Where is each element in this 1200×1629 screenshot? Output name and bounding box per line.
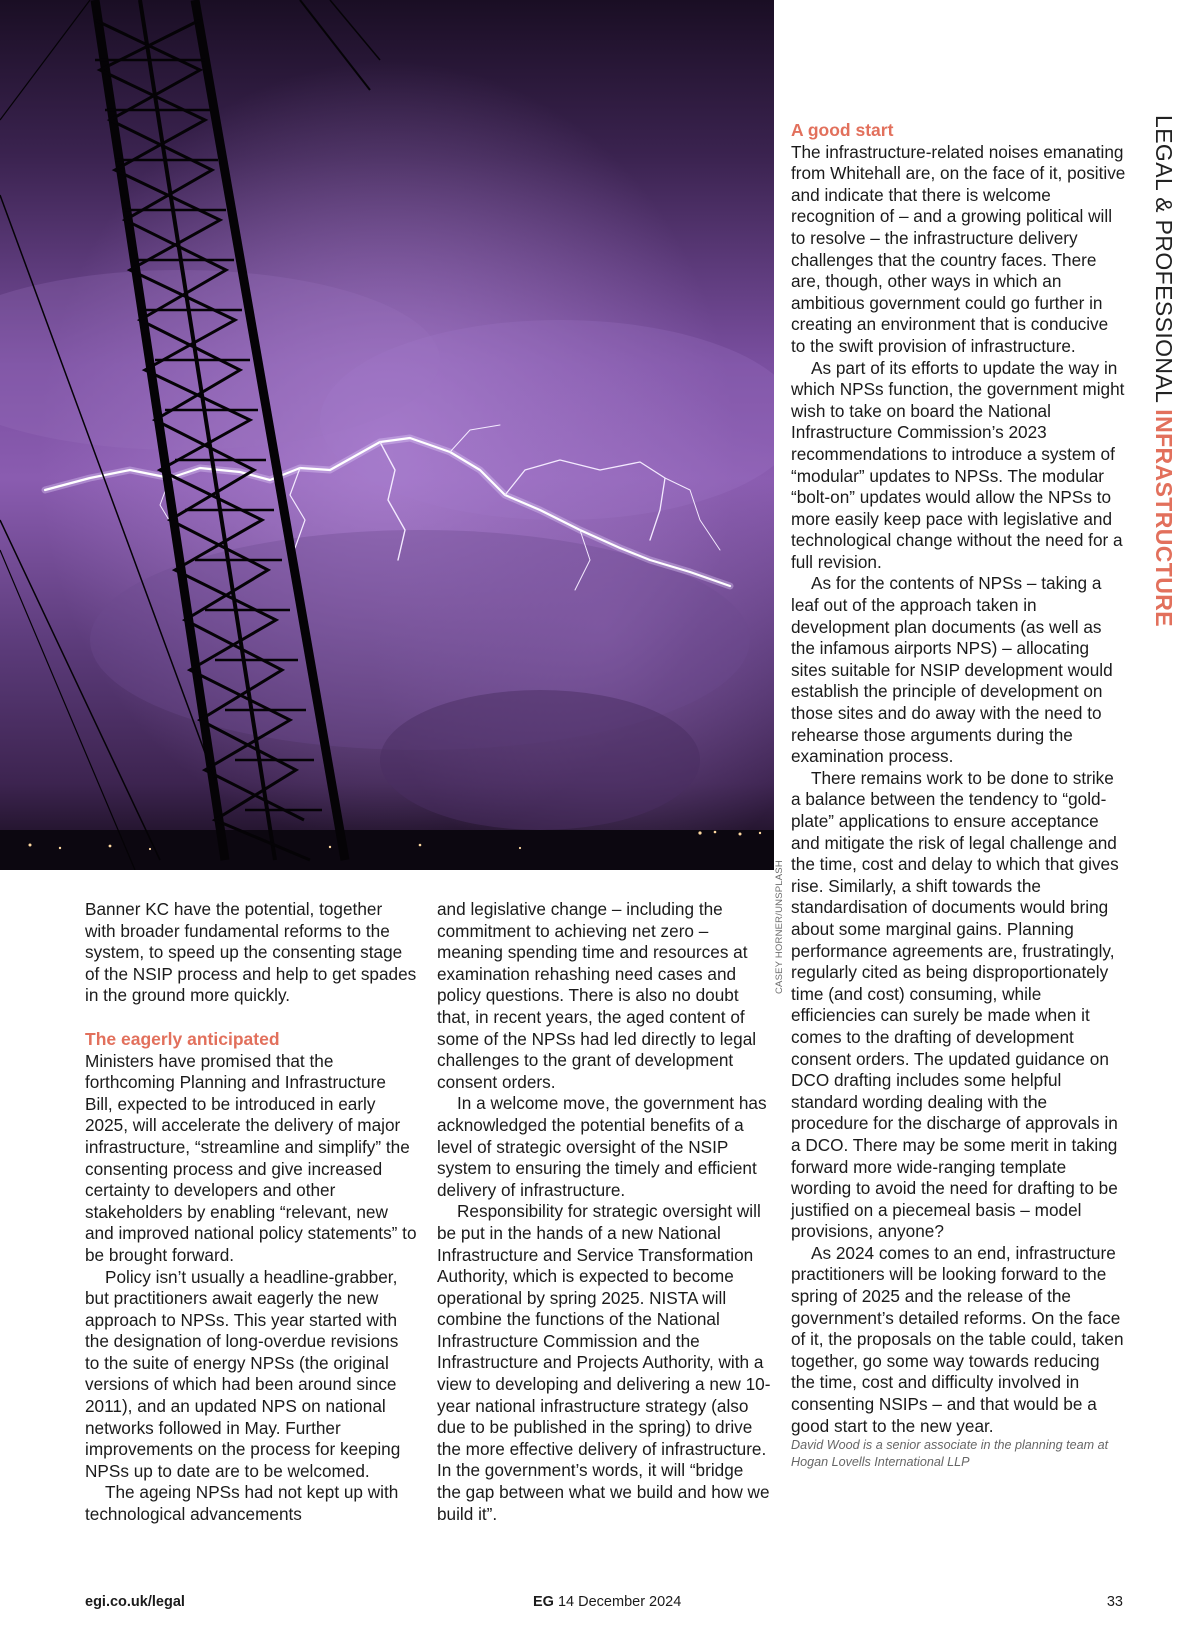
lightning-image	[0, 0, 774, 870]
paragraph: As part of its efforts to update the way in which NPSs function, the government might wish to take on board the National Infrastructure Commission’s 2023 recommendations to introduce a system of “modular” updates to NPSs. The modular “bolt-on” updates would allow the NPSs to more easily keep pace with legislative and technological change without the need for a full revision.	[791, 357, 1125, 572]
author-bio: David Wood is a senior associate in the planning team at Hogan Lovells International LLP	[791, 1438, 1109, 1470]
article-column-2	[437, 899, 771, 1525]
section-tag-bold: INFRASTRUCTURE	[1151, 409, 1177, 627]
section-tag	[1141, 115, 1181, 627]
footer-magazine: EG	[533, 1594, 554, 1610]
section-tag-light: LEGAL & PROFESSIONAL	[1151, 115, 1177, 410]
subheading-eagerly-anticipated: The eagerly anticipated	[85, 1028, 280, 1049]
paragraph: and legislative change – including the commitment to achieving net zero – meaning spending time and resources at examination rehashing need cases and policy questions. There is also no doubt that, in recent years, the aged content of some of the NPSs had led directly to legal challenges to the grant of development consent orders.	[437, 899, 757, 1092]
paragraph: Ministers have promised that the forthcoming Planning and Infrastructure Bill, expected to be introduced in early 2025, will accelerate the delivery of major infrastructure, “streamline and simplify” the consenting process and give increased certainty to developers and other stakeholders by enabling “relevant, new and improved national policy statements” to be brought forward.	[85, 1050, 417, 1265]
photo-credit-text: CASEY HORNER/UNSPLASH	[774, 860, 785, 994]
paragraph: In a welcome move, the government has acknowledged the potential benefits of a level of strategic oversight of the NSIP system to ensuring the timely and efficient delivery of infrastructure.	[437, 1093, 767, 1200]
article-column-1	[85, 899, 417, 1526]
paragraph: There remains work to be done to strike a balance between the tendency to “gold-plate” applications to ensure acceptance and mitigate the risk of legal challenge and the time, cost and delay to which that gives rise. Similarly, a shift towards the standardisation of documents would bring about some marginal gains. Planning performance agreements are, frustratingly, regularly cited as being disproportionately time (and cost) consuming, while efficiencies can surely be made when it comes to the drafting of development consent orders. The updated guidance on DCO drafting includes some helpful standard wording dealing with the procedure for the discharge of approvals in a DCO. There may be some merit in taking forward more wide-ranging template wording to avoid the need for drafting to be justified on a piecemeal basis – model provisions, anyone?	[791, 767, 1119, 1242]
footer-date: 14 December 2024	[557, 1594, 682, 1610]
photo-credit	[770, 860, 790, 1000]
paragraph: Responsibility for strategic oversight will be put in the hands of a new National Infrastructure and Service Transformation Authority, which is expected to become operational by spring 2025. NISTA will combine the functions of the National Infrastructure Commission and the Infrastructure and Projects Authority, with a view to developing and delivering a new 10-year national infrastructure strategy (also due to be published in the spring) to drive the more effective delivery of infrastructure. In the government’s words, it will “bridge the gap between what we build and how we build it”.	[437, 1201, 771, 1524]
subheading-good-start: A good start	[791, 120, 894, 140]
paragraph: Policy isn’t usually a headline-grabber, but practitioners await eagerly the new approach to NPSs. This year started with the designation of long-overdue revisions to the suite of energy NPSs (the original versions of which had been around since 2011), and an updated NPS on national networks followed in May. Further improvements on the process for keeping NPSs up to date are to be welcomed.	[85, 1266, 401, 1481]
footer-website[interactable]: egi.co.uk/legal	[85, 1594, 185, 1610]
article-column-3	[791, 120, 1127, 1471]
footer-issue	[533, 1594, 681, 1610]
paragraph: The infrastructure-related noises emanating from Whitehall are, on the face of it, positive and indicate that there is welcome recognition of – and a growing political will to resolve – the infrastructure delivery challenges that the country faces. There are, though, other ways in which an ambitious government could go further in creating an environment that is conducive to the swift provision of infrastructure.	[791, 141, 1126, 356]
paragraph: As 2024 comes to an end, infrastructure practitioners will be looking forward to the spring of 2025 and the release of the government’s detailed reforms. On the face of it, the proposals on the table could, taken together, go some way towards reducing the time, cost and difficulty involved in consenting NSIPs – and that would be a good start to the new year.	[791, 1242, 1124, 1436]
paragraph: Banner KC have the potential, together with broader fundamental reforms to the system, to speed up the consenting stage of the NSIP process and help to get spades in the ground more quickly.	[85, 899, 417, 1006]
paragraph: As for the contents of NPSs – taking a leaf out of the approach taken in development plan documents (as well as the infamous airports NPS) – allocating sites suitable for NSIP development would establish the principle of development on those sites and do away with the need to rehearse those arguments during the examination process.	[791, 573, 1113, 767]
paragraph: The ageing NPSs had not kept up with technological advancements	[85, 1482, 399, 1525]
lightning-photo	[0, 0, 774, 870]
page-number: 33	[1106, 1594, 1123, 1610]
